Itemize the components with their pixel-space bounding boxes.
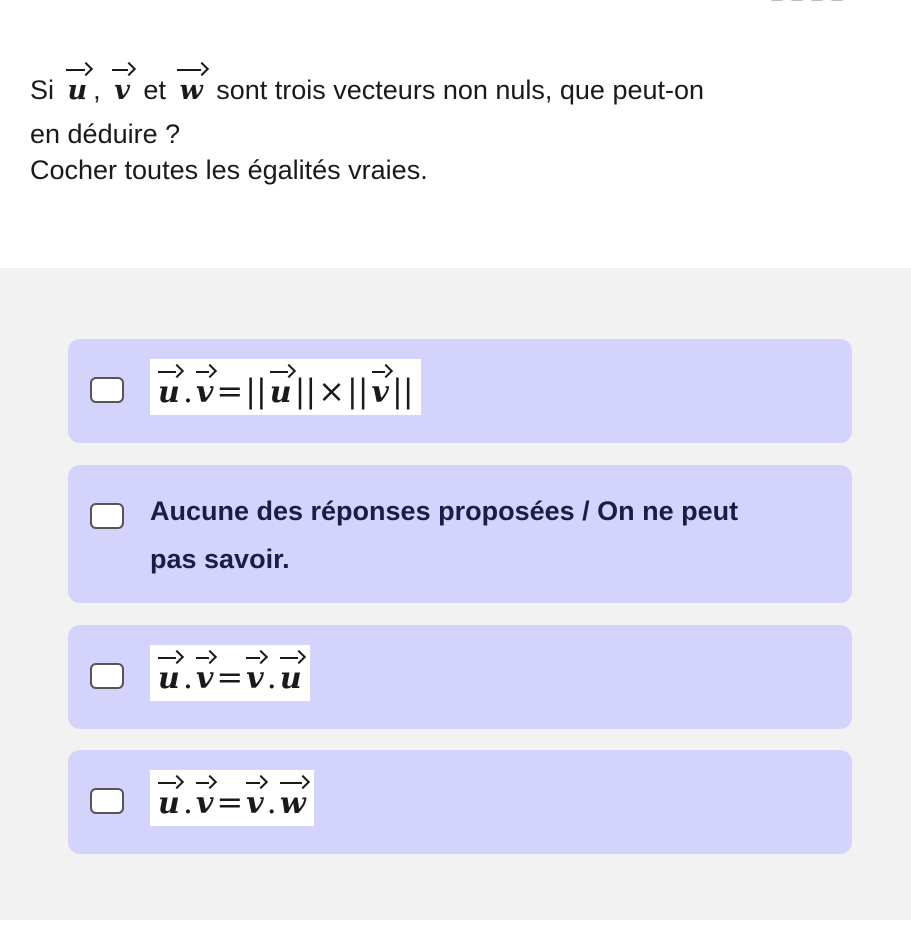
vector-arrow-icon: [244, 651, 265, 663]
dash: [791, 0, 803, 1]
vector-v: v: [244, 789, 265, 819]
vector-v: v: [244, 664, 265, 694]
checkbox[interactable]: [90, 663, 124, 689]
answer-option-3[interactable]: [68, 625, 852, 729]
vector-arrow-icon: [194, 365, 215, 377]
answer-option-4[interactable]: [68, 750, 852, 854]
norm-bar: ||: [346, 372, 369, 410]
vector-v: v: [194, 664, 215, 694]
dot-operator: .: [182, 783, 193, 821]
norm-bar: ||: [391, 372, 414, 410]
top-edge-decoration: [771, 0, 881, 4]
vector-w: w: [278, 789, 308, 819]
vector-w: w: [175, 77, 206, 104]
vector-arrow-icon: [194, 776, 215, 788]
answer-option-2[interactable]: [68, 465, 852, 603]
vector-v: v: [194, 378, 215, 408]
vector-arrow-icon: [278, 776, 308, 788]
vector-arrow-icon: [156, 651, 182, 663]
vector-v: v: [110, 77, 134, 104]
norm-bar: ||: [245, 372, 267, 410]
vector-u: u: [268, 378, 294, 408]
option-label: Aucune des réponses proposées / On ne peut pas savoir.: [150, 496, 739, 574]
vector-v: v: [194, 789, 215, 819]
question-text: [30, 68, 890, 188]
answer-option-1[interactable]: [68, 339, 852, 443]
checkbox[interactable]: [90, 503, 124, 529]
dash: [771, 0, 783, 1]
vector-arrow-icon: [110, 63, 134, 75]
vector-arrow-icon: [194, 651, 215, 663]
question-comma: ,: [93, 75, 101, 105]
question-line-1: [30, 68, 890, 112]
checkbox[interactable]: [90, 377, 124, 403]
norm-bar: ||: [294, 372, 317, 410]
vector-arrow-icon: [156, 776, 182, 788]
vector-v: v: [370, 378, 391, 408]
question-instruction: Cocher toutes les égalités vraies.: [30, 155, 428, 185]
vector-arrow-icon: [64, 63, 92, 75]
question-et: et: [143, 75, 166, 105]
formula-1: [150, 359, 421, 415]
question-si: Si: [30, 75, 55, 105]
dash: [831, 0, 843, 1]
dot-operator: .: [182, 658, 193, 696]
formula-3: [150, 645, 310, 701]
answers-panel: [0, 268, 911, 920]
dot-operator: .: [266, 658, 277, 696]
dot-operator: .: [182, 372, 193, 410]
vector-arrow-icon: [370, 365, 391, 377]
times-sign: ×: [318, 372, 345, 410]
checkbox[interactable]: [90, 788, 124, 814]
vector-u: u: [156, 378, 182, 408]
equals-sign: =: [216, 372, 244, 410]
equals-sign: =: [216, 783, 244, 821]
vector-arrow-icon: [268, 365, 294, 377]
vector-arrow-icon: [156, 365, 182, 377]
vector-u: u: [278, 664, 304, 694]
equals-sign: =: [216, 658, 244, 696]
dot-operator: .: [266, 783, 277, 821]
question-line-2: en déduire ?: [30, 119, 181, 149]
dash: [811, 0, 823, 1]
vector-u: u: [64, 77, 92, 104]
formula-4: [150, 770, 314, 826]
vector-u: u: [156, 789, 182, 819]
question-rest: sont trois vecteurs non nuls, que peut-on: [216, 75, 705, 105]
vector-arrow-icon: [244, 776, 265, 788]
vector-arrow-icon: [278, 651, 304, 663]
vector-arrow-icon: [175, 63, 206, 75]
vector-u: u: [156, 664, 182, 694]
